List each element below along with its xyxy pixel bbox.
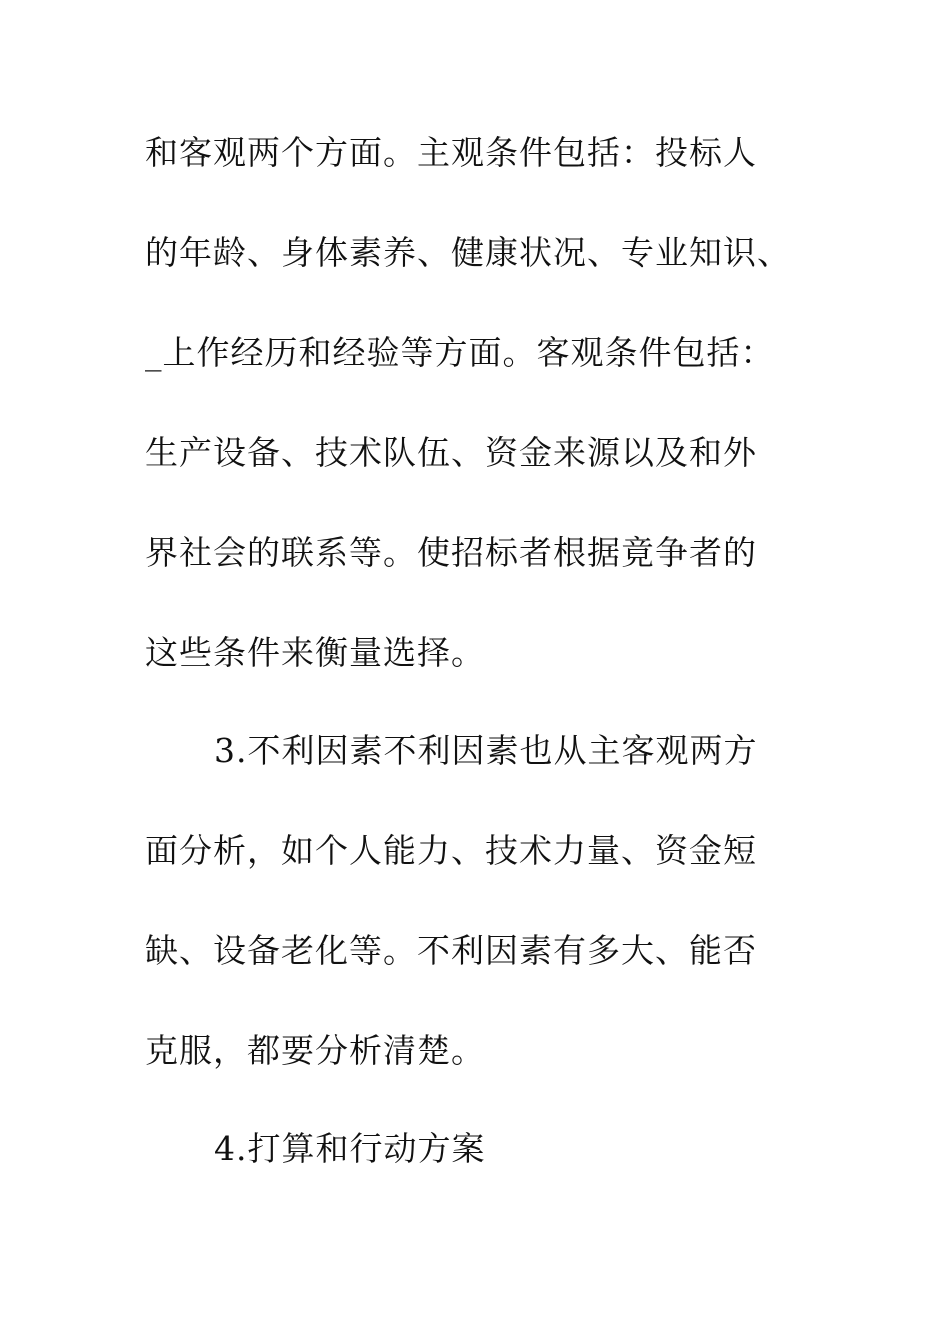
text-line: 界社会的联系等。使招标者根据竟争者的 xyxy=(145,533,757,572)
text-line: 这些条件来衡量选择。 xyxy=(145,633,485,672)
text-line: 和客观两个方面。主观条件包括：投标人 xyxy=(145,133,757,172)
text-line: 的年龄、身体素养、健康状况、专业知识、 xyxy=(145,233,791,272)
text-line: 缺、设备老化等。不利因素有多大、能否 xyxy=(145,931,757,970)
text-line: 生产设备、技术队伍、资金来源以及和外 xyxy=(145,433,757,472)
text-line: _上作经历和经验等方面。客观条件包括： xyxy=(145,333,775,372)
paragraph-heading-4: 4.打算和行动方案 xyxy=(214,1129,486,1168)
text-line: 面分析，如个人能力、技术力量、资金短 xyxy=(145,831,757,870)
text-line: 克服，都要分析清楚。 xyxy=(145,1031,485,1070)
paragraph-heading-3: 3.不利因素不利因素也从主客观两方 xyxy=(214,731,758,770)
